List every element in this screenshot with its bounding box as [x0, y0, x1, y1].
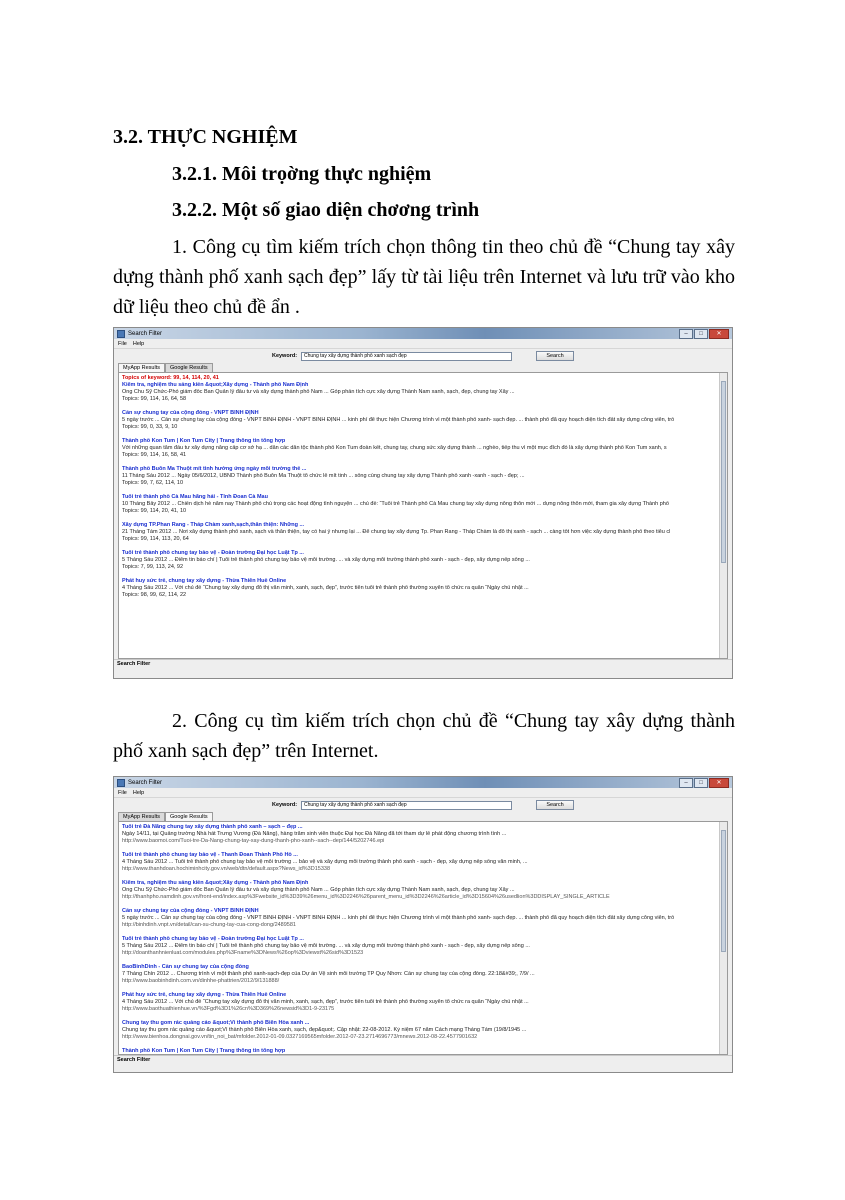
paragraph-2: 2. Công cụ tìm kiếm trích chọn chủ đề “Chung tay xây dựng thành phố xanh sạch đẹp” trên Internet.: [113, 710, 735, 762]
result-title-link[interactable]: Tuổi trẻ thành phố chung tay bảo vệ - Đoàn trường Đại học Luật Tp ...: [122, 550, 304, 556]
keyword-input[interactable]: Chung tay xây dựng thành phố xanh sạch đẹp: [301, 352, 512, 361]
result-title-link[interactable]: Xây dựng TP.Phan Rang - Tháp Chàm xanh,sạch,thân thiện: Những ...: [122, 522, 305, 528]
result-url: http://doanthanhnienluat.com/modules.php%3Fname%3DNews%26op%3Dviewst%26sid%3D1523: [122, 950, 364, 956]
tab-google-results[interactable]: Google Results: [165, 363, 213, 372]
keyword-label: Keyword:: [271, 353, 298, 359]
maximize-icon[interactable]: □: [694, 329, 708, 339]
close-icon[interactable]: ✕: [709, 329, 729, 339]
result-item: [122, 382, 715, 403]
result-title-link[interactable]: Kiểm tra, nghiệm thu sáng kiến &quot;Xây dựng - Thành phố Nam Định: [122, 382, 309, 388]
window-titlebar: [114, 777, 732, 788]
app-icon: [117, 330, 125, 338]
result-url: http://binhdinh.vnpt.vn/detail/can-su-chung-tay-cua-cong-dong/2489581: [122, 922, 296, 928]
tab-google-results[interactable]: Google Results: [165, 812, 213, 821]
result-title-link[interactable]: Chung tay thu gom rác quảng cáo &quot;Vì thành phố Biên Hòa xanh ...: [122, 1020, 310, 1026]
results-panel: [118, 821, 728, 1055]
paragraph-1: 1. Công cụ tìm kiếm trích chọn thông tin theo chủ đề “Chung tay xây dựng thành phố xanh sạch đẹp” lấy từ tài liệu trên Internet và lưu trữ vào kho dữ liệu theo chủ đề ẩn .: [113, 236, 735, 318]
result-topics: Topics: 99, 114, 20, 41, 10: [122, 508, 187, 514]
result-url: http://www.baomoi.com/Tuoi-tre-Da-Nang-chung-tay-xay-dung-thanh-pho-xanh--sach--dep/144/5202746.epi: [122, 838, 385, 844]
status-bar: Search Filter: [114, 659, 732, 669]
result-title-link[interactable]: Tuổi trẻ thành phố chung tay bảo vệ - Thanh Đoan Thành Phố Hồ ...: [122, 852, 298, 858]
result-snippet: 21 Tháng Tám 2012 ... Nơi xây dựng thành phố xanh, sạch và thân thiện, tay có hai ý nhưng lại ... Để chung tay xây dựng Tp. Phan Rang - Tháp Chàm là đô thị xanh - sạch ... càng tốt hơn việc xây dựng thành phố theo tiêu cl: [122, 529, 671, 535]
search-button[interactable]: Search: [536, 351, 574, 361]
menu-help[interactable]: Help: [132, 789, 145, 796]
subsection-heading-1: 3.2.1. Môi trọờng thực nghiệm: [172, 163, 432, 185]
result-snippet: 5 ngày trước ... Cần sự chung tay của cộng đồng - VNPT BÌNH ĐỊNH - VNPT BÌNH ĐỊNH ... kinh phí để thực hiện Chương trình vì một thành phố xanh- sạch đẹp. ... thành phố đã quy hoạch diện tích đất xây dựng công viên, trồ: [122, 417, 675, 423]
result-snippet: 5 Tháng Sáu 2012 ... Điểm tin báo chí | Tuổi trẻ thành phố chung tay bảo vệ môi trường. ... và xây dựng môi trường thành phố xanh - sạch - đẹp, xây dựng nếp sống ...: [122, 557, 530, 563]
menu-help[interactable]: Help: [132, 340, 145, 347]
minimize-icon[interactable]: ‒: [679, 329, 693, 339]
maximize-icon[interactable]: □: [694, 778, 708, 788]
menu-file[interactable]: File: [118, 340, 127, 347]
result-snippet: 5 Tháng Sáu 2012 ... Điểm tin báo chí | Tuổi trẻ thành phố chung tay bảo vệ môi trường. ... và xây dựng môi trường thành phố xanh - sạch - đẹp, xây dựng nếp sống ...: [122, 943, 530, 949]
screenshot-2-window: [113, 776, 733, 1073]
result-url: http://www.baothuathienhue.vn/%3Fgd%3D1%26cn%3D369%26newsid%3D1-9-23175: [122, 1006, 335, 1012]
result-snippet: Với những quan tâm đầu tư xây dựng nâng cấp cơ sở hạ ... dân các dân tộc thành phố Kon Tum đoàn kết, chung tay, chung sức xây dựng thành ... nghèo, tiếp thu vì một mục đích đó là xây dựng thành phố Kon Tum xanh, s: [122, 445, 667, 451]
result-item: [122, 908, 715, 929]
results-panel: [118, 372, 728, 659]
screenshot-1-window: [113, 327, 733, 679]
status-bar: Search Filter: [114, 1055, 732, 1065]
result-url: http://thanhpho.namdinh.gov.vn/front-end/index.asp%3Fwebsite_id%3D39%26menu_id%3D2246%26parent_menu_id%3D2246%26article_id%3D15604%26usedlion%3DDISPLAY_SINGLE_ARTICLE: [122, 894, 610, 900]
app-icon: [117, 779, 125, 787]
vertical-scrollbar[interactable]: [719, 373, 727, 658]
result-title-link[interactable]: Phát huy sức trẻ, chung tay xây dựng - Thừa Thiên Huế Online: [122, 578, 287, 584]
result-title-link[interactable]: Thành phố Kon Tum | Kon Tum City | Trang thông tin tổng hợp: [122, 438, 286, 444]
results-tabs: [114, 812, 732, 821]
menu-bar: [114, 788, 732, 798]
result-item: [122, 494, 715, 515]
subsection-heading-2: 3.2.2. Một số giao diện chơơng trình: [172, 199, 480, 221]
result-item: [122, 936, 715, 957]
vertical-scrollbar[interactable]: [719, 822, 727, 1054]
result-snippet: Ngày 14/11, tại Quảng trường Nhà hát Trưng Vương (Đà Nẵng), hàng trăm sinh viên thuộc Đại học Đà Nẵng đã tới tham dự lễ phát động chương trình tình ...: [122, 831, 507, 837]
results-tabs: [114, 363, 732, 372]
tab-myapp-results[interactable]: MyApp Results: [118, 363, 165, 372]
keyword-label: Keyword:: [271, 802, 298, 808]
topics-heading: Topics of keyword: 99, 14, 114, 20, 41: [122, 375, 219, 381]
result-snippet: Ông Chu Sỹ Chức-Phó giám đốc Ban Quản lý đầu tư và xây dựng thành phố Nam ... Góp phần tích cực xây dựng Thành Nam xanh, sạch, đẹp, chung tay Xây ...: [122, 887, 515, 893]
scrollbar-thumb[interactable]: [721, 830, 726, 952]
result-item: [122, 522, 715, 543]
result-title-link[interactable]: Tuổi trẻ Đà Nẵng chung tay xây dựng thành phố xanh – sạch – đẹp ...: [122, 824, 303, 830]
result-title-link[interactable]: Cần sự chung tay của cộng đồng - VNPT BÌNH ĐỊNH: [122, 410, 259, 416]
result-item: [122, 1020, 715, 1041]
result-snippet: 4 Tháng Sáu 2012 ... Với chủ đề “Chung tay xây dựng đô thị văn minh, xanh, sạch, đẹp”, trước tiên tuổi trẻ thành phố thường xuyên tổ chức ra quân “Ngày chủ nhật ...: [122, 999, 529, 1005]
menu-bar: [114, 339, 732, 349]
result-snippet: Ông Chu Sỹ Chức-Phó giám đốc Ban Quản lý đầu tư và xây dựng thành phố Nam ... Góp phần tích cực xây dựng Thành Nam xanh, sạch, đẹp, chung tay Xây ...: [122, 389, 515, 395]
result-snippet: 5 ngày trước ... Cần sự chung tay của cộng đồng - VNPT BÌNH ĐỊNH - VNPT BÌNH ĐỊNH ... kinh phí để thực hiện Chương trình vì một thành phố xanh- sạch đẹp. ... thành phố đã quy hoạch diện tích đất xây dựng công viên, trồ: [122, 915, 675, 921]
result-item: [122, 992, 715, 1013]
result-item: [122, 824, 715, 845]
result-snippet: 4 Tháng Sáu 2012 ... Với chủ đề “Chung tay xây dựng đô thị văn minh, xanh, sạch, đẹp”, trước tiên tuổi trẻ thành phố thường xuyên tổ chức ra quân “Ngày chủ nhật ...: [122, 585, 529, 591]
search-button[interactable]: Search: [536, 800, 574, 810]
result-url: http://www.baobinhdinh.com.vn/dinhhe-phattrien/2012/9/131888/: [122, 978, 280, 984]
result-title-link[interactable]: Kiểm tra, nghiệm thu sáng kiến &quot;Xây dựng - Thành phố Nam Định: [122, 880, 309, 886]
result-item: [122, 550, 715, 571]
result-item: [122, 410, 715, 431]
result-title-link[interactable]: Cần sự chung tay của cộng đồng - VNPT BÌNH ĐỊNH: [122, 908, 259, 914]
window-title: Search Filter: [128, 330, 163, 337]
result-item: [122, 880, 715, 901]
result-item: [122, 964, 715, 985]
result-topics: Topics: 99, 7, 62, 114, 10: [122, 480, 184, 486]
result-item: [122, 578, 715, 599]
result-topics: Topics: 99, 114, 16, 58, 41: [122, 452, 187, 458]
keyword-row: [114, 349, 732, 363]
result-topics: Topics: 7, 99, 113, 24, 92: [122, 564, 184, 570]
result-url: http://www.thanhdoan.hochiminhcity.gov.vn/web/dtn/default.aspx?News_id%3D15338: [122, 866, 331, 872]
window-title: Search Filter: [128, 779, 163, 786]
result-topics: Topics: 99, 114, 113, 20, 64: [122, 536, 189, 542]
minimize-icon[interactable]: ‒: [679, 778, 693, 788]
result-snippet: 7 Tháng Chín 2012 ... Chương trình vì một thành phố xanh-sạch-đẹp của Dự án Vệ sinh môi trường TP Quy Nhơn: Cần sự chung tay của cộng đồng. 22:18&#39;, 7/9/ ...: [122, 971, 535, 977]
result-item: [122, 1048, 715, 1055]
result-snippet: 11 Tháng Sáu 2012 ... Ngày 05/6/2012, UBND Thành phố Buôn Ma Thuột tổ chức lễ mít tinh ... sống cùng chung tay xây dựng Thành phố xanh -xanh - sạch - đẹp; ...: [122, 473, 525, 479]
result-url: http://www.bienhoa.dongnai.gov.vn/tin_noi_bat/mfolder.2012-01-09.0327169565mfolder.2012-07-23.2714696773/mnews.2012-08-22.4577901632: [122, 1034, 478, 1040]
result-item: [122, 466, 715, 487]
result-snippet: 4 Tháng Sáu 2012 ... Tuổi trẻ thành phố chung tay bảo vệ môi trường ... bảo vệ và xây dựng môi trường thành phố xanh - sạch - đẹp, xây dựng nếp sống văn minh, ...: [122, 859, 528, 865]
close-icon[interactable]: ✕: [709, 778, 729, 788]
keyword-input[interactable]: Chung tay xây dựng thành phố xanh sạch đẹp: [301, 801, 512, 810]
result-snippet: Chung tay thu gom rác quảng cáo &quot;Vì thành phố Biên Hòa xanh, sạch, đẹp&quot;. Cập nhật: 22-08-2012. Kỷ niệm 67 năm Cách mạng Tháng Tám (19/8/1945 ...: [122, 1027, 527, 1033]
section-title: 3.2. THỰC NGHIỆM: [113, 126, 298, 148]
result-title-link[interactable]: Thành phố Kon Tum | Kon Tum City | Trang thông tin tổng hợp: [122, 1048, 286, 1054]
result-title-link[interactable]: Tuổi trẻ thành phố chung tay bảo vệ - Đoàn trường Đại học Luật Tp ...: [122, 936, 304, 942]
result-item: [122, 438, 715, 459]
result-item: [122, 852, 715, 873]
keyword-row: [114, 798, 732, 812]
scrollbar-thumb[interactable]: [721, 381, 726, 563]
tab-myapp-results[interactable]: MyApp Results: [118, 812, 165, 821]
result-topics: Topics: 99, 114, 16, 64, 58: [122, 396, 187, 402]
result-topics: Topics: 98, 99, 62, 114, 22: [122, 592, 187, 598]
result-snippet: 10 Tháng Bảy 2012 ... Chiến dịch hè năm nay Thành phố chú trọng các hoạt động tình nguyện ... chủ đề: “Tuổi trẻ Thành phố Cà Mau chung tay xây dựng nông thôn mới ... dựng nông thôn mới, tham gia xây dựng Thành phố: [122, 501, 669, 507]
result-title-link[interactable]: Tuổi trẻ thành phố Cà Mau hăng hái - Tỉnh Đoan Cà Mau: [122, 494, 268, 500]
result-title-link[interactable]: Thành phố Buôn Ma Thuột mít tinh hưởng ứng ngày môi trường thế ...: [122, 466, 307, 472]
result-topics: Topics: 99, 0, 33, 9, 10: [122, 424, 178, 430]
result-title-link[interactable]: Phát huy sức trẻ, chung tay xây dựng - Thừa Thiên Huế Online: [122, 992, 287, 998]
menu-file[interactable]: File: [118, 789, 127, 796]
window-titlebar: [114, 328, 732, 339]
result-title-link[interactable]: BaoBinhDinh - Cần sự chung tay của cộng đồng: [122, 964, 249, 970]
